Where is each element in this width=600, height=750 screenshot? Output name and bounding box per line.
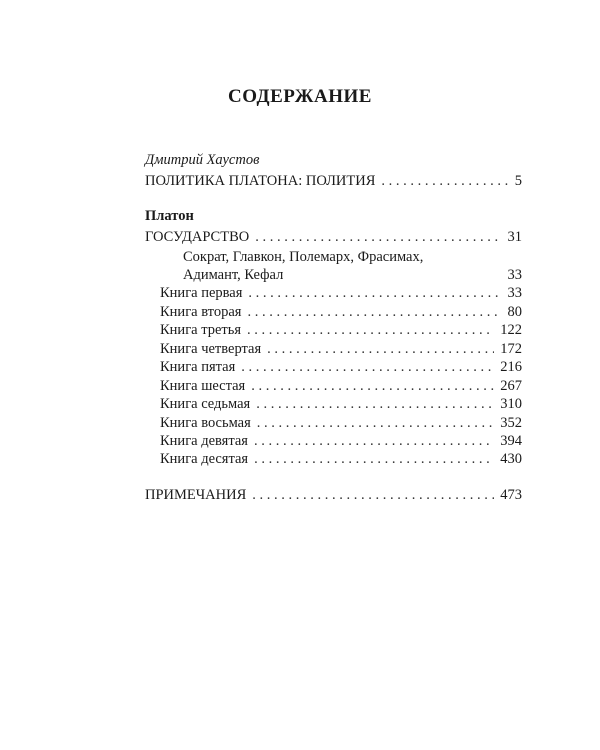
toc-entry-page: 267 [500,378,522,394]
toc-entry-label: Книга третья [160,322,242,338]
toc-entry-page: 31 [507,229,522,245]
toc-entry-page: 80 [507,304,522,320]
toc-entry-book-4[interactable] [160,338,522,358]
toc-entry-label: Книга десятая [160,451,249,467]
toc-entry-label: Книга первая [160,285,243,301]
page-title: СОДЕРЖАНИЕ [228,86,372,107]
leader-dots [381,172,508,190]
toc-entry-label: ПРИМЕЧАНИЯ [145,487,247,503]
toc-entry-book-6[interactable] [160,375,522,395]
toc-entry-page: 473 [500,487,522,503]
toc-entry-book-7[interactable] [160,393,522,413]
toc-entry-book-8[interactable] [160,412,522,432]
toc-entry-page: 33 [507,285,522,301]
toc-entry-work[interactable] [145,226,522,246]
toc-entry-page: 216 [500,359,522,375]
leader-dots [247,321,494,339]
toc-entry-label: Книга шестая [160,378,246,394]
toc-entry-label: Книга девятая [160,433,248,449]
toc-entry-page: 5 [514,173,522,189]
toc-entry-page: 352 [500,415,522,431]
leader-dots [254,450,494,468]
characters-line-2: Адимант, Кефал [183,267,284,283]
toc-entry-label: Книга пятая [160,359,236,375]
toc-entry-book-2[interactable] [160,301,522,321]
leader-dots [241,358,494,376]
toc-entry-page: 172 [500,341,522,357]
leader-dots [252,486,494,504]
leader-dots [248,284,501,302]
toc-entry-book-1[interactable] [160,282,522,302]
toc-entry-label: Книга вторая [160,304,242,320]
toc-entry-page: 310 [500,396,522,412]
toc-entry-book-10[interactable] [160,448,522,468]
toc-entry-book-5[interactable] [160,356,522,376]
toc-entry-label: Книга седьмая [160,396,251,412]
leader-dots [255,228,501,246]
intro-author: Дмитрий Хаустов [145,152,260,168]
toc-entry-intro[interactable] [145,170,522,190]
toc-entry-book-9[interactable] [160,430,522,450]
toc-entry-label: Книга четвертая [160,341,262,357]
leader-dots [256,395,494,413]
section-author: Платон [145,208,194,224]
toc-entry-page: 122 [500,322,522,338]
toc-entry-page: 33 [507,267,522,283]
toc-entry-page: 430 [500,451,522,467]
toc-entry-notes[interactable] [145,484,522,504]
toc-entry-label: ПОЛИТИКА ПЛАТОНА: ПОЛИТИЯ [145,173,376,189]
toc-entry-page: 394 [500,433,522,449]
toc-entry-label: ГОСУДАРСТВО [145,229,250,245]
toc-entry-label: Книга восьмая [160,415,251,431]
characters-line-1: Сократ, Главкон, Полемарх, Фрасимах, [183,249,424,265]
toc-entry-characters[interactable] [183,264,522,284]
toc-entry-book-3[interactable] [160,319,522,339]
